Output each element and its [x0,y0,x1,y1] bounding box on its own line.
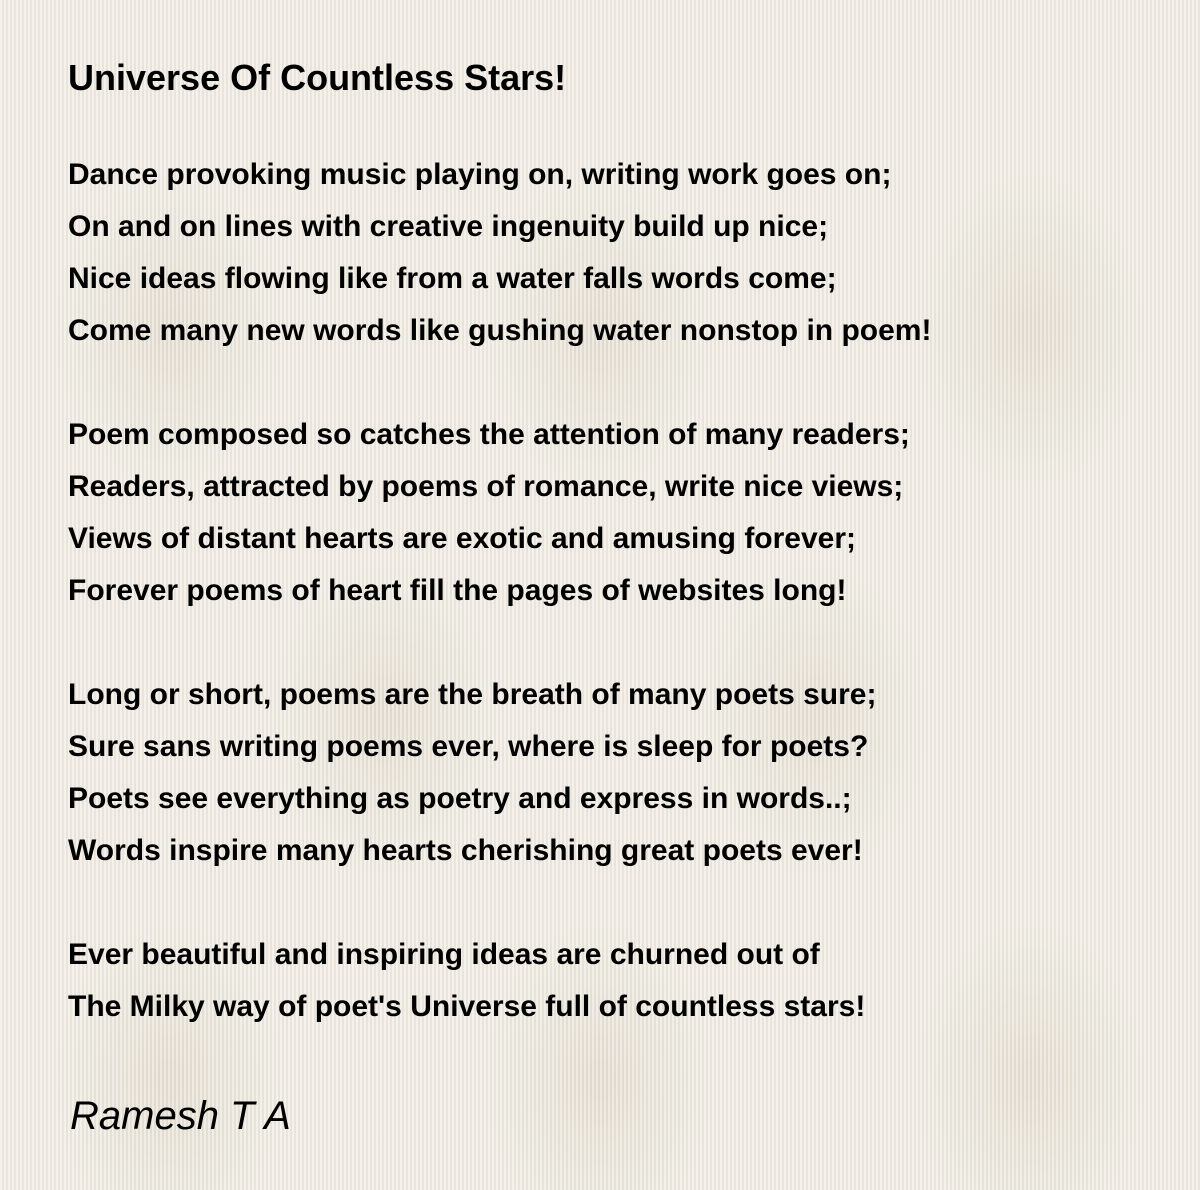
poem-line: Nice ideas flowing like from a water falls words come; [68,262,837,295]
poem-title: Universe Of Countless Stars! [68,57,567,98]
stanza-1 [68,149,931,357]
poem-line: Readers, attracted by poems of romance, write nice views; [68,470,904,503]
poem-body [68,149,931,1033]
poem-line: Poets see everything as poetry and express in words..; [68,782,852,815]
poem-line: Forever poems of heart fill the pages of websites long! [68,574,847,607]
poem-line: Long or short, poems are the breath of many poets sure; [68,678,877,711]
poem-line: Dance provoking music playing on, writing work goes on; [68,158,892,191]
poem-line: Views of distant hearts are exotic and amusing forever; [68,522,857,555]
stanza-2 [68,409,931,617]
poem-line: Words inspire many hearts cherishing great poets ever! [68,834,863,867]
poem-line: Ever beautiful and inspiring ideas are churned out of [68,938,820,971]
stanza-4 [68,929,931,1033]
poem-line: The Milky way of poet's Universe full of countless stars! [68,990,866,1023]
stanza-3 [68,669,931,877]
poem-line: Come many new words like gushing water nonstop in poem! [68,314,932,347]
poem-line: Poem composed so catches the attention of many readers; [68,418,910,451]
poem-author: Ramesh T A [70,1094,291,1138]
poem-line: On and on lines with creative ingenuity build up nice; [68,210,829,243]
poem-line: Sure sans writing poems ever, where is sleep for poets? [68,730,869,763]
